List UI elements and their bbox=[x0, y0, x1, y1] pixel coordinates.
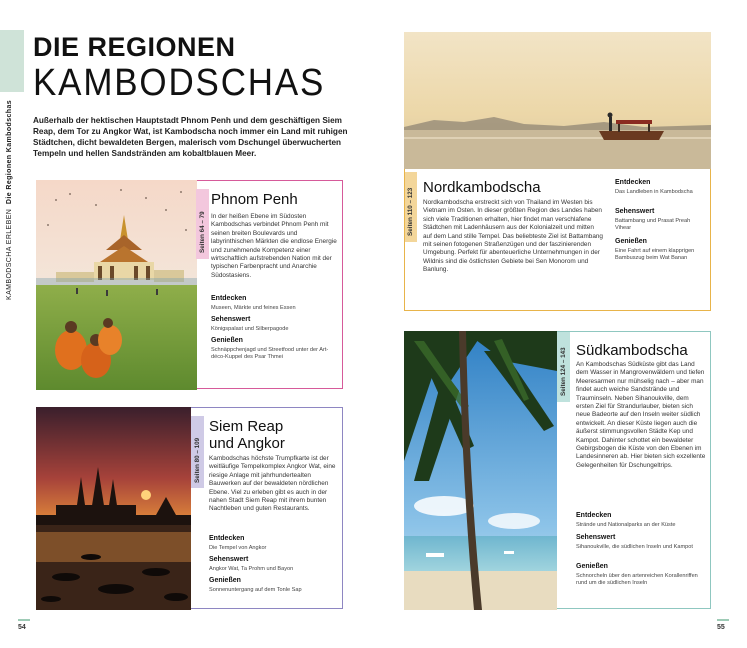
sued-sehenswert-label: Sehenswert bbox=[576, 534, 616, 541]
card-sued bbox=[404, 331, 711, 609]
card-siem-reap bbox=[36, 407, 343, 609]
siem-reap-title-2: und Angkor bbox=[209, 435, 285, 452]
siem-reap-geniessen-label: Genießen bbox=[209, 577, 241, 584]
sued-entdecken-label: Entdecken bbox=[576, 512, 612, 519]
card-nord bbox=[404, 169, 711, 311]
sued-text: An Kambodschas Südküste gibt das Land dem Wasser in Mangrovenwäldern und tiefen Meeresarmen nur mühselig nach – aber man findet auch weiche Sandstrände und Trauminseln. Neben Sihanoukville, dem ersten Ziel für Strandurlauber, bieten sich neue Badeorte auf den Inseln weiter südlich entwickelt. An dieser Küste liegen auch die äußerst stimmungsvollen Städte Kep und Kampot. Dahinter schottet ein bewaldeter Gebirgsbogen die Küste von den Ebenen im Landesinneren ab. Hier bieten sich exzellente Gelegenheiten für Dschungeltrips. bbox=[576, 361, 706, 469]
siem-reap-sehenswert: Angkor Wat, Ta Prohm und Bayon bbox=[209, 566, 294, 572]
sued-geniessen-label: Genießen bbox=[576, 563, 608, 570]
sued-pagetab bbox=[557, 332, 570, 402]
page-rule-left bbox=[18, 619, 30, 621]
nord-geniessen-label: Genießen bbox=[615, 238, 647, 245]
siem-reap-pages: Seiten 80 – 109 bbox=[194, 437, 201, 483]
phnom-penh-sehenswert: Königspalast und Silberpagode bbox=[211, 326, 289, 332]
nord-sehenswert-label: Sehenswert bbox=[615, 208, 655, 215]
siem-reap-sehenswert-label: Sehenswert bbox=[209, 556, 249, 563]
sued-image bbox=[404, 331, 557, 610]
phnom-penh-pages: Seiten 64 – 79 bbox=[199, 211, 206, 253]
phnom-penh-sehenswert-label: Sehenswert bbox=[211, 316, 251, 323]
side-tab-text bbox=[6, 99, 20, 314]
phnom-penh-entdecken: Museen, Märkte und feines Essen bbox=[211, 305, 296, 311]
page-number-left: 54 bbox=[18, 624, 26, 631]
nord-pages: Seiten 110 – 123 bbox=[407, 187, 414, 236]
phnom-penh-geniessen: Schnäppchenjagd und Streetfood unter der Art-déco-Kuppel des Psar Thmei bbox=[211, 347, 329, 360]
section-label bbox=[6, 100, 13, 300]
nord-geniessen: Eine Fahrt auf einem klapprigen Bambuszug beim Wat Banan bbox=[615, 248, 695, 261]
nord-image bbox=[404, 32, 711, 169]
card-phnom-penh bbox=[36, 180, 343, 389]
page-rule-right bbox=[717, 619, 729, 621]
chapter-name: Die Regionen Kambodschas bbox=[6, 99, 13, 205]
nord-text: Nordkambodscha erstreckt sich von Thailand im Westen bis Vietnam im Osten. In dieser größten Region des Landes haben sich viele Traditionen erhalten, hier findet man verschlafene Städtchen mit Ladenhäusern aus der Kolonialzeit und mitten auf dem Land stille Tempel. Das beliebteste Ziel ist Battambang mit seinen fotogenen Straßenzügen und der faszinierenden Umgebung. Perfekt für abenteuerliche Unternehmungen in der Wildnis sind die östlichsten Gebiete bei Sen Monorom und Banlung. bbox=[423, 199, 603, 274]
phnom-penh-title: Phnom Penh bbox=[211, 191, 298, 208]
nord-entdecken: Das Landleben in Kambodscha bbox=[615, 189, 693, 195]
siem-reap-image bbox=[36, 407, 191, 610]
intro-text: Außerhalb der hektischen Hauptstadt Phnom Penh und dem geschäftigen Siem Reap, dem Tor zu Angkor Wat, ist Kambodscha noch immer ein Land mit ruhigen Städtchen, dicht bewaldeten Bergen, malerisch vom Dschungel überwucherten Tempeln und hellen Sandstränden am kobaltblauen Meer. bbox=[33, 116, 348, 158]
sued-title: Südkambodscha bbox=[576, 342, 688, 359]
phnom-penh-pagetab bbox=[196, 189, 209, 259]
nord-sehenswert: Battambang und Prasat Preah Vihear bbox=[615, 218, 691, 231]
siem-reap-geniessen: Sonnenuntergang auf dem Tonle Sap bbox=[209, 587, 302, 593]
sued-geniessen: Schnorcheln über den artenreichen Korallenriffen rund um die südlichen Inseln bbox=[576, 573, 698, 586]
nord-entdecken-label: Entdecken bbox=[615, 179, 651, 186]
sued-pages: Seiten 124 – 143 bbox=[560, 347, 567, 396]
siem-reap-entdecken: Die Tempel von Angkor bbox=[209, 545, 267, 551]
section-name: KAMBODSCHA ERLEBEN bbox=[6, 208, 13, 300]
side-tab-marker bbox=[0, 30, 24, 92]
sued-sehenswert: Sihanoukville, die südlichen Inseln und Kampot bbox=[576, 544, 693, 550]
nord-title: Nordkambodscha bbox=[423, 179, 541, 196]
siem-reap-title-1: Siem Reap bbox=[209, 418, 284, 435]
page-title-line2: KAMBODSCHAS bbox=[33, 62, 326, 104]
phnom-penh-text: In der heißen Ebene im Südosten Kambodschas verbindet Phnom Penh mit seinen breiten Boulevards und labyrinthischen Märkten die endlose Energie und zunehmende Kompetenz einer wirtschaftlich aufstrebenden Nation mit der typischen Farbenpracht und Anarchie Südostasiens. bbox=[211, 213, 337, 279]
sued-entdecken: Strände und Nationalparks an der Küste bbox=[576, 522, 676, 528]
siem-reap-entdecken-label: Entdecken bbox=[209, 535, 245, 542]
side-tab bbox=[0, 0, 24, 648]
siem-reap-text: Kambodschas höchste Trumpfkarte ist der weitläufige Tempelkomplex Angkor Wat, eine riesige Anlage mit jahrhundertealten Bauwerken auf der bewaldeten nördlichen Ebene. Viel zu erleben gibt es auch in der nahen Stadt Siem Reap mit ihrem bunten Nachtleben und guten Restaurants. bbox=[209, 455, 336, 513]
phnom-penh-geniessen-label: Genießen bbox=[211, 337, 243, 344]
siem-reap-pagetab bbox=[191, 416, 204, 488]
page-number-right: 55 bbox=[717, 624, 725, 631]
phnom-penh-entdecken-label: Entdecken bbox=[211, 295, 247, 302]
phnom-penh-image bbox=[36, 180, 197, 390]
page-title-line1: DIE REGIONEN bbox=[33, 32, 236, 62]
